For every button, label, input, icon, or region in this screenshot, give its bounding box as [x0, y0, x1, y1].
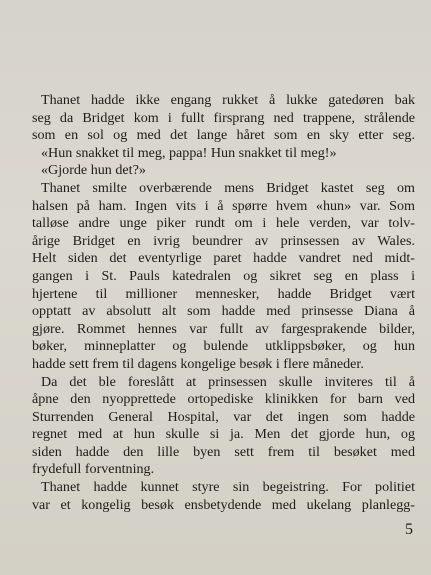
text-line: siden hadde den lille byen sett frem til besøket med — [32, 443, 415, 460]
text-line: «Gjorde hun det?» — [41, 162, 146, 179]
text-line: åpne den nyopprettede ortopediske klinikken for barn ved — [32, 391, 415, 408]
text-line: hjertene til millioner mennesker, hadde Bridget vært — [32, 285, 415, 302]
text-line: talløse andre unge piker rundt om i hele verden, var tolv- — [32, 215, 415, 232]
page-number: 5 — [405, 521, 413, 538]
text-line: opptatt av absolutt alt som hadde med prinsesse Diana å — [32, 303, 415, 320]
text-line: gangen i St. Pauls katedralen og sikret seg en plass i — [32, 267, 415, 284]
text-line: Da det ble foreslått at prinsessen skulle inviteres til å — [41, 373, 415, 390]
text-line: som en sol og med det lange håret som en sky etter seg. — [32, 127, 415, 144]
text-line: seg da Bridget kom i fullt firsprang ned trappene, strålende — [32, 109, 415, 126]
text-line: Thanet hadde ikke engang rukket å lukke gatedøren bak — [41, 92, 415, 108]
text-line: gjøre. Rommet hennes var fullt av fargesprakende bilder, — [32, 320, 415, 337]
text-line: bøker, minneplatter og bulende utklippsbøker, og hun — [32, 338, 415, 355]
text-line: frydefull forventning. — [32, 461, 155, 478]
body-text — [32, 92, 415, 514]
text-line: Helt siden det eventyrlige paret hadde vandret ned midt- — [32, 250, 415, 267]
text-line: Thanet hadde kunnet styre sin begeistring. For politiet — [41, 479, 415, 496]
text-line: Thanet smilte overbærende mens Bridget kastet seg om — [41, 179, 415, 196]
text-line: halsen på ham. Ingen vits i å spørre hvem «hun» var. Som — [32, 197, 415, 214]
text-line: var et kongelig besøk ensbetydende med ukelang planlegg- — [32, 496, 415, 513]
text-line: hadde sett frem til dagens kongelige besøk i flere måneder. — [32, 355, 364, 372]
text-line: «Hun snakket til meg, pappa! Hun snakket til meg!» — [41, 144, 337, 161]
text-line: årige Bridget en ivrig beundrer av prinsessen av Wales. — [32, 232, 415, 249]
text-line: Sturrenden General Hospital, var det ingen som hadde — [32, 408, 415, 425]
text-line: regnet med at hun skulle si ja. Men det gjorde hun, og — [32, 426, 415, 443]
